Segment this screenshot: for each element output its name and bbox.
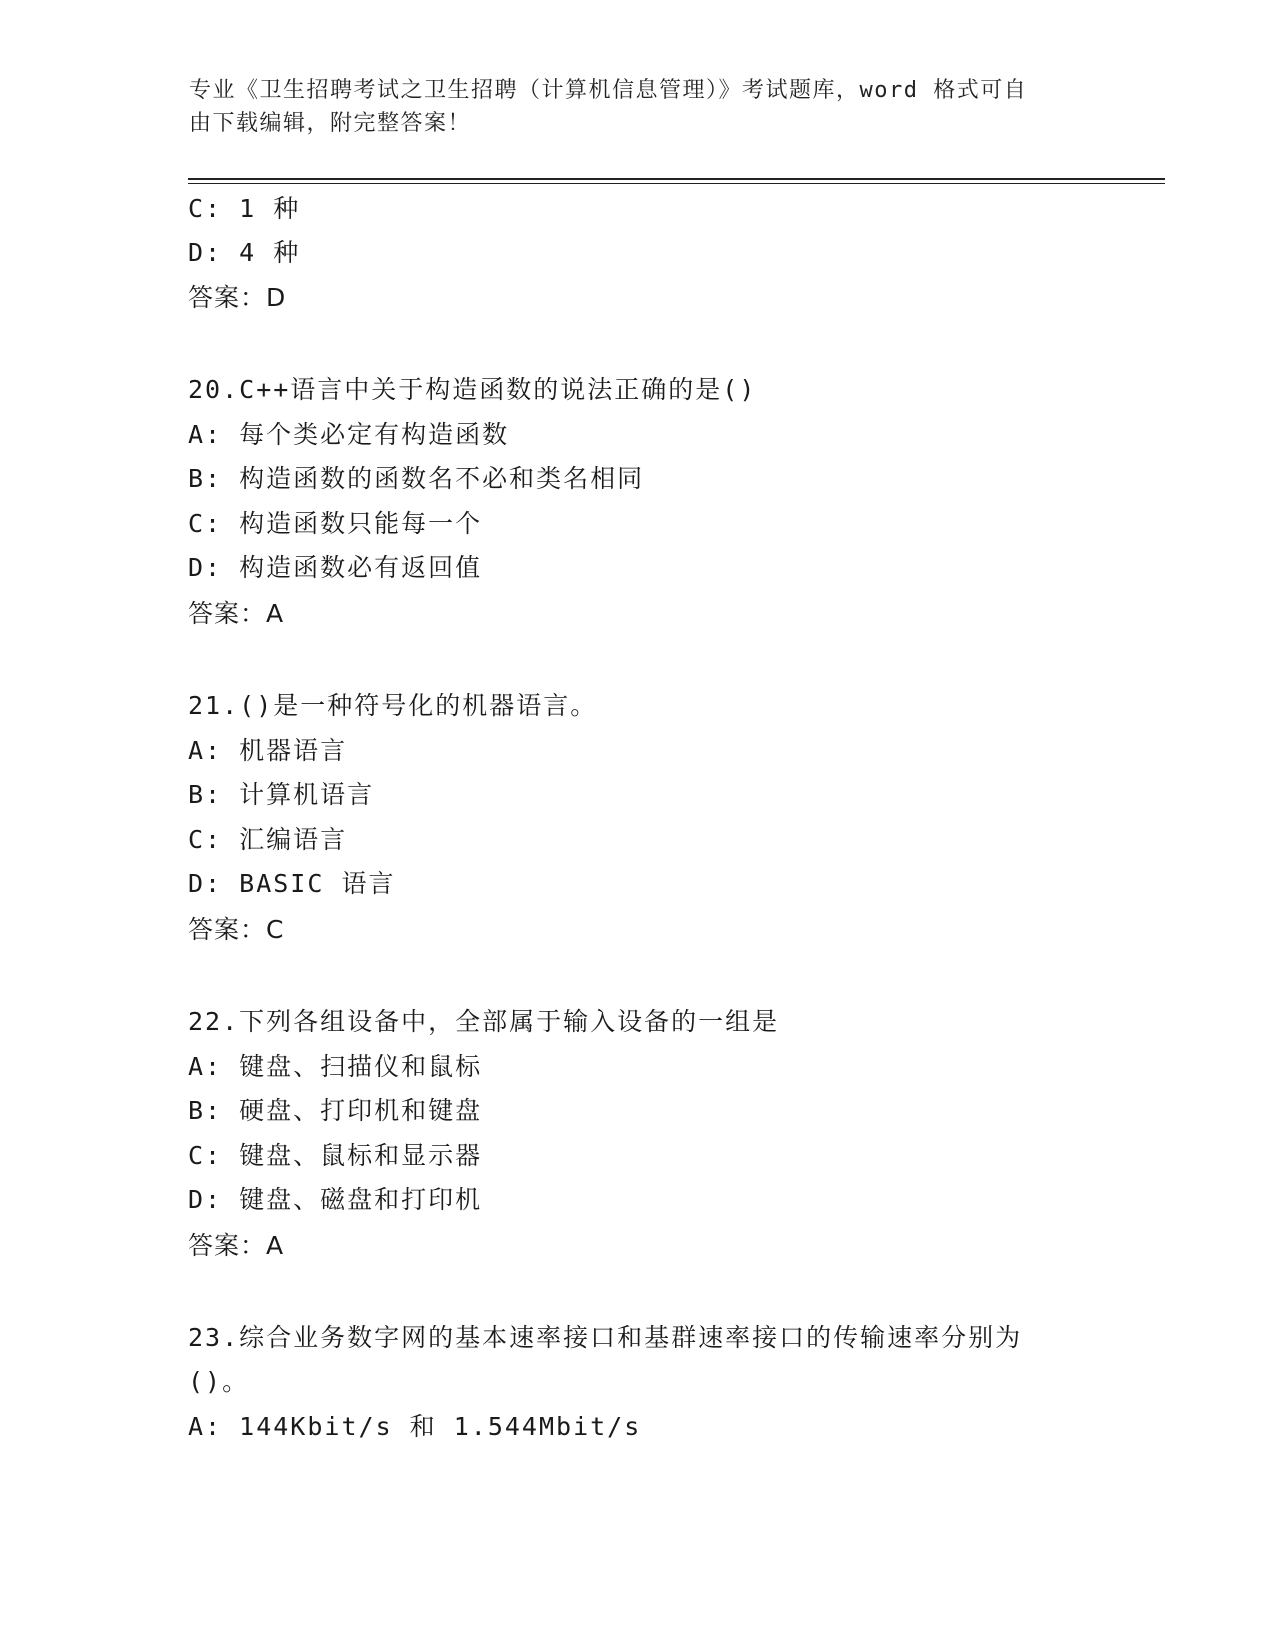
question-23-stem-line-1: 23.综合业务数字网的基本速率接口和基群速率接口的传输速率分别为 [188,1323,1023,1352]
question-22-option-d: D: 键盘、磁盘和打印机 [188,1185,483,1214]
question-21-option-c: C: 汇编语言 [188,825,348,854]
document-header [189,74,1089,140]
question-22-stem: 22.下列各组设备中，全部属于输入设备的一组是 [188,1007,780,1036]
question-22-option-c: C: 键盘、鼠标和显示器 [188,1141,483,1170]
question-21-answer: 答案：C [188,915,285,944]
question-21-option-a: A: 机器语言 [188,736,348,765]
question-21-option-d: D: BASIC 语言 [188,869,396,898]
question-23-stem-line-2: ()。 [188,1367,250,1396]
question-20-stem: 20.C++语言中关于构造函数的说法正确的是() [188,375,757,404]
question-20-option-b: B: 构造函数的函数名不必和类名相同 [188,464,645,493]
question-20-option-a: A: 每个类必定有构造函数 [188,420,510,449]
question-22-option-a: A: 键盘、扫描仪和鼠标 [188,1052,483,1081]
option-c: C: 1 种 [188,194,301,223]
question-20-option-d: D: 构造函数必有返回值 [188,553,483,582]
option-d: D: 4 种 [188,238,301,267]
header-divider [188,178,1165,180]
question-23-option-a: A: 144Kbit/s 和 1.544Mbit/s [188,1412,642,1441]
answer-label: 答案：D [188,283,287,312]
question-22-option-b: B: 硬盘、打印机和键盘 [188,1096,483,1125]
question-20-answer: 答案：A [188,599,285,628]
header-line-1: 专业《卫生招聘考试之卫生招聘（计算机信息管理）》考试题库，word 格式可自 [189,78,1028,103]
question-21-option-b: B: 计算机语言 [188,780,375,809]
header-line-2: 由下载编辑，附完整答案！ [189,111,472,136]
question-20-option-c: C: 构造函数只能每一个 [188,509,483,538]
question-22-answer: 答案：A [188,1231,285,1260]
header-divider-thin [188,183,1165,184]
question-21-stem: 21.()是一种符号化的机器语言。 [188,691,598,720]
